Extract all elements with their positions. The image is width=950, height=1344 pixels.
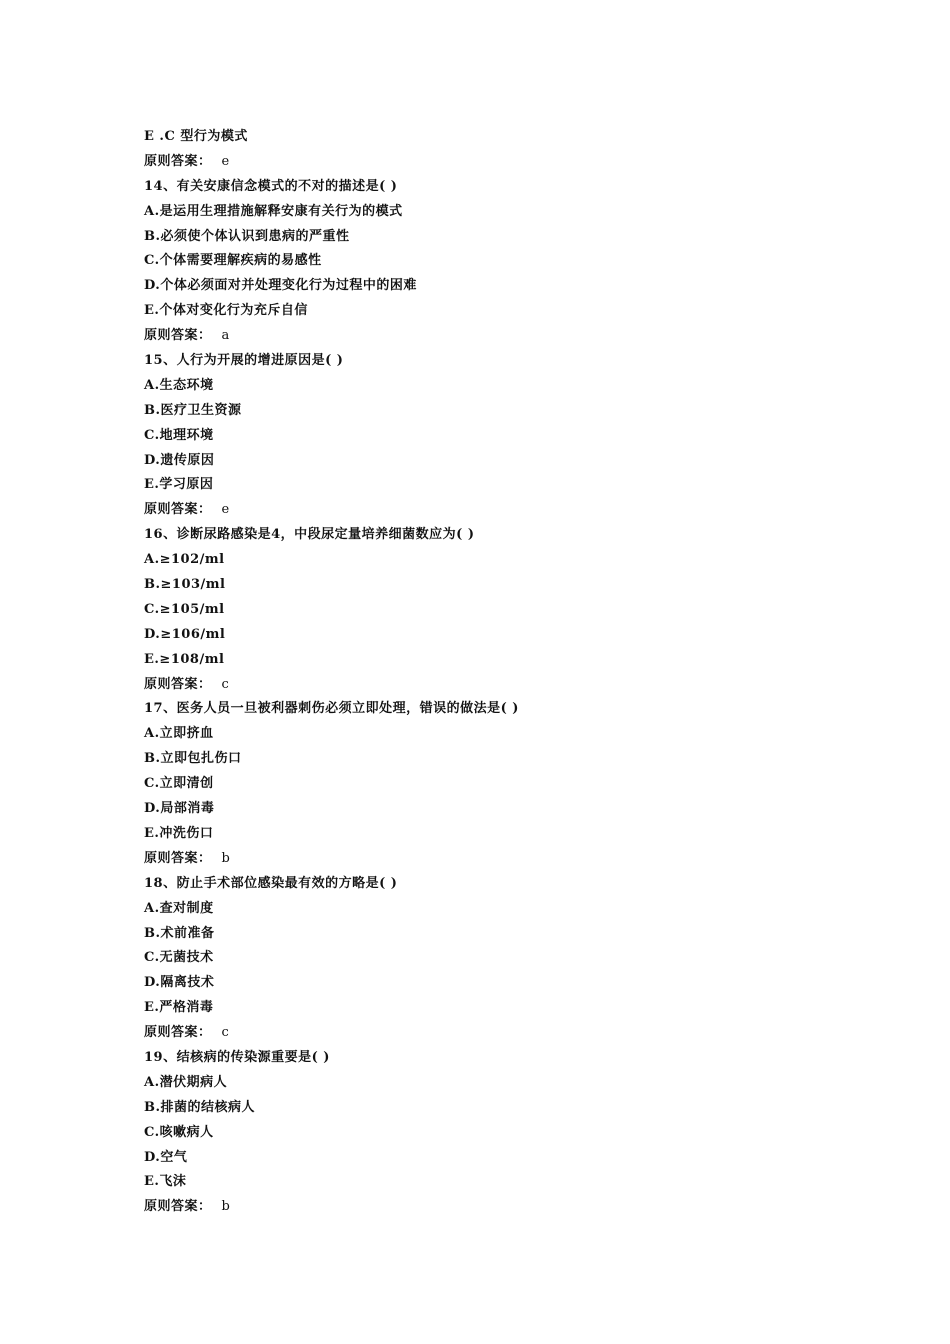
option-line: B.医疗卫生资源 [144, 402, 242, 418]
option-line: C.个体需要理解疾病的易感性 [144, 253, 322, 269]
option-line: E.飞沫 [144, 1174, 187, 1190]
option-line: E.严格消毒 [144, 1000, 214, 1016]
option-line: B.立即包扎伤口 [144, 751, 242, 767]
option-line: E.学习原因 [144, 477, 214, 493]
option-line: C.≥105/ml [144, 601, 225, 617]
option-line: D.空气 [144, 1149, 188, 1165]
question-line: 18、防止手术部位感染最有效的方略是( ) [144, 875, 398, 891]
answer-label: 原则答案： [144, 676, 212, 692]
answer-line [144, 1021, 864, 1046]
answer-label: 原则答案： [144, 153, 212, 169]
answer-value: c [221, 676, 230, 692]
answer-label: 原则答案： [144, 502, 212, 518]
answer-label: 原则答案： [144, 1025, 212, 1041]
answer-label: 原则答案： [144, 850, 212, 866]
question-line: 19、结核病的传染源重要是( ) [144, 1049, 330, 1065]
option-line: A.生态环境 [144, 377, 214, 393]
option-line: C.无菌技术 [144, 950, 214, 966]
option-line: C.立即清创 [144, 776, 214, 792]
answer-value: c [221, 1025, 230, 1041]
question-line: 16、诊断尿路感染是4，中段尿定量培养细菌数应为( ) [144, 527, 475, 543]
option-line: B.术前准备 [144, 925, 215, 941]
answer-line [144, 324, 864, 349]
answer-value: b [221, 1199, 231, 1215]
answer-label: 原则答案： [144, 1199, 212, 1215]
option-line: A.≥102/ml [144, 552, 225, 568]
option-line: B.排菌的结核病人 [144, 1099, 256, 1115]
question-list [144, 125, 864, 1220]
option-line: A.潜伏期病人 [144, 1074, 228, 1090]
option-line: C.咳嗽病人 [144, 1124, 214, 1140]
option-line: E.个体对变化行为充斥自信 [144, 303, 308, 319]
answer-line [144, 498, 864, 523]
answer-label: 原则答案： [144, 328, 212, 344]
option-line: D.遗传原因 [144, 452, 215, 468]
option-line: B.必须使个体认识到患病的严重性 [144, 228, 350, 244]
answer-line [144, 1195, 864, 1220]
option-line: D.局部消毒 [144, 801, 215, 817]
option-line: E .C 型行为模式 [144, 129, 248, 144]
answer-value: e [221, 153, 230, 169]
option-line: A.立即挤血 [144, 726, 214, 742]
option-line: E.≥108/ml [144, 651, 225, 667]
question-line: 15、人行为开展的增进原因是( ) [144, 353, 344, 369]
option-line: A.是运用生理措施解释安康有关行为的模式 [144, 203, 403, 219]
option-line: C.地理环境 [144, 427, 214, 443]
option-line: B.≥103/ml [144, 577, 226, 593]
answer-value: e [221, 502, 230, 518]
question-line: 17、医务人员一旦被利器刺伤必须立即处理，错误的做法是( ) [144, 701, 519, 717]
answer-line [144, 150, 864, 175]
answer-line [144, 847, 864, 872]
answer-line [144, 673, 864, 698]
answer-value: a [221, 328, 230, 344]
answer-value: b [221, 850, 231, 866]
option-line: D.≥106/ml [144, 626, 226, 642]
option-line: D.个体必须面对并处理变化行为过程中的困难 [144, 278, 417, 294]
option-line: E.冲洗伤口 [144, 825, 214, 841]
option-line: A.查对制度 [144, 900, 214, 916]
question-line: 14、有关安康信念模式的不对的描述是( ) [144, 178, 398, 194]
option-line: D.隔离技术 [144, 975, 215, 991]
